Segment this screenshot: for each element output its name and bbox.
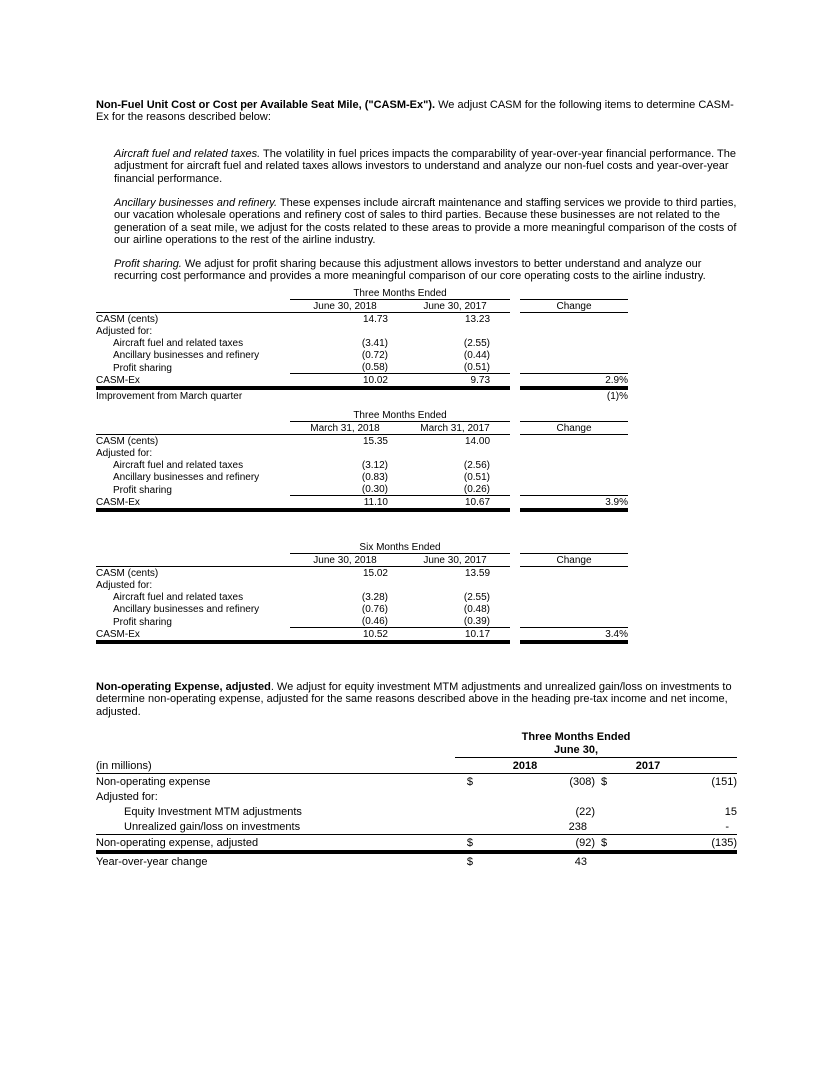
row-label: Ancillary businesses and refinery [113,350,260,361]
value-cell: (0.46) [290,615,400,628]
row-label: CASM-Ex [96,496,290,511]
casm-table-six-months [96,541,628,644]
period-line-1: Three Months Ended [521,731,631,743]
paragraph-body: The volatility in fuel prices impacts the comparability of year-over-year financial performance. The adjustment for aircraft fuel and related taxes allows investors to understand and analyze our non-fuel costs and year-over-year financial performance. [114,148,736,185]
value-cell: 11.10 [290,496,400,511]
paragraph-lead: Profit sharing. [114,258,182,270]
value-cell: (308) [569,776,595,788]
paragraph-profit-sharing [114,258,738,283]
value-cell: (0.76) [361,604,388,615]
table-row [96,789,737,804]
value-cell: (0.51) [400,361,510,374]
table-row [96,628,628,643]
row-label: Year-over-year change [96,856,208,868]
table-row [96,313,628,326]
value-cell: 10.02 [290,374,400,389]
table-row [96,325,628,337]
value-cell: (135) [613,835,737,853]
table-row [96,374,628,389]
value-cell: 14.73 [362,314,388,325]
period-header [455,731,737,758]
value-cell: (0.58) [290,361,400,374]
row-label: Aircraft fuel and related taxes [113,460,244,471]
row-label: CASM (cents) [96,568,159,579]
casm-heading-bold: Non-Fuel Unit Cost or Cost per Available Seat Mile, ("CASM-Ex"). [96,99,436,111]
value-cell: 15.02 [362,568,388,579]
value-cell: (0.26) [400,483,510,496]
row-label: Adjusted for: [96,448,153,459]
value-cell: 10.67 [400,496,510,511]
value-cell: 13.23 [464,314,491,325]
value-cell: 14.00 [464,436,491,447]
column-header-2018: June 30, 2018 [290,554,400,567]
nonop-heading-text: . We adjust for equity investment MTM adjustments and unrealized gain/loss on investments to determine non-operating expense, adjusted for the same reasons described above in the heading pre-tax income and net income, adjusted. [96,681,732,718]
value-cell: (2.55) [463,338,491,349]
column-header-2018: March 31, 2018 [290,422,400,435]
row-label: Ancillary businesses and refinery [113,472,260,483]
row-label: Adjusted for: [96,326,153,337]
currency-symbol: $ [455,835,473,853]
row-label: CASM-Ex [96,628,290,643]
table-row [96,567,628,580]
row-label: Unrealized gain/loss on investments [96,819,455,835]
row-label: Adjusted for: [96,791,158,803]
period-line-2: June 30, [554,744,599,756]
value-cell: 15.35 [362,436,388,447]
period-header: Three Months Ended [290,287,510,300]
casm-section-heading [96,99,738,124]
table-row [96,758,737,774]
value-cell: 238 [473,819,595,835]
value-cell: (0.72) [361,350,388,361]
row-label: CASM (cents) [96,436,159,447]
currency-symbol: $ [600,776,608,788]
table-row [96,591,628,603]
table-row [96,471,628,483]
column-header-change: Change [520,554,628,567]
column-header-2017: June 30, 2017 [400,554,510,567]
period-header: Three Months Ended [290,409,510,422]
column-header-2018: 2018 [455,758,595,774]
value-cell: - [613,819,737,835]
row-label: Profit sharing [113,616,172,628]
table-row [96,852,737,869]
table-row [96,615,628,628]
table-row [96,349,628,361]
currency-symbol: $ [595,835,613,853]
nonop-section-heading [96,681,738,718]
table-row [96,731,737,758]
table-row [96,496,628,511]
casm-table-q2 [96,287,628,402]
change-cell: 2.9% [520,374,628,389]
table-row [96,300,628,313]
column-header-2018: June 30, 2018 [290,300,400,313]
row-label: Equity Investment MTM adjustments [124,806,302,818]
table-row [96,447,628,459]
value-cell: (151) [711,776,738,788]
currency-symbol: $ [466,856,473,868]
value-cell: 9.73 [400,374,510,389]
row-label: Profit sharing [113,484,172,496]
value-cell: (0.83) [361,472,388,483]
row-label: CASM (cents) [96,314,159,325]
paragraph-body: These expenses include aircraft maintenance and staffing services we provide to third parties, our vacation wholesale operations and refinery cost of sales to third parties. Because these businesses are not related to the generation of a seat mile, we adjust for the costs related to these areas to provide a more meaningful comparison of the costs of our airline operations to the rest of the airline industry. [114,197,737,247]
value-cell: (22) [575,806,595,818]
table-row [96,422,628,435]
value-cell: (92) [473,835,595,853]
table-row [96,835,737,853]
paragraph-lead: Ancillary businesses and refinery. [114,197,278,209]
period-header: Six Months Ended [290,541,510,554]
value-cell: 13.59 [464,568,491,579]
value-cell: (0.51) [463,472,491,483]
table-row [96,459,628,471]
column-header-change: Change [520,300,628,313]
column-header-2017: June 30, 2017 [400,300,510,313]
table-row [96,435,628,448]
column-header-2017: 2017 [595,758,737,774]
table-row [96,804,737,819]
table-row [96,409,628,422]
value-cell: (0.30) [290,483,400,496]
table-row [96,287,628,300]
nonop-heading-bold: Non-operating Expense, adjusted [96,681,271,693]
row-label: Non-operating expense, adjusted [96,835,455,853]
paragraph-body: We adjust for profit sharing because this adjustment allows investors to better understand and analyze our recurring cost performance and provides a more meaningful comparison of our core operating costs to the airline industry. [114,258,706,283]
table-row [96,337,628,349]
row-label: Profit sharing [113,362,172,374]
value-cell: (3.28) [361,592,388,603]
column-header-2017: March 31, 2017 [400,422,510,435]
in-millions-label: (in millions) [96,758,455,774]
row-label: CASM-Ex [96,374,290,389]
value-cell: (0.44) [463,350,491,361]
paragraph-ancillary [114,197,738,247]
row-label: Aircraft fuel and related taxes [113,338,244,349]
casm-table-q1 [96,409,628,512]
table-row [96,603,628,615]
value-cell: 10.52 [290,628,400,643]
paragraph-lead: Aircraft fuel and related taxes. [114,148,261,160]
casm-heading-text: We adjust CASM for the following items to determine CASM-Ex for the reasons described below: [96,99,734,124]
table-row [96,388,628,402]
table-row [96,541,628,554]
table-row [96,579,628,591]
row-label: Non-operating expense [96,776,211,788]
paragraph-aircraft-fuel [114,148,738,185]
row-label: Aircraft fuel and related taxes [113,592,244,603]
row-label: Adjusted for: [96,580,153,591]
currency-symbol: $ [466,776,473,788]
value-cell: (3.41) [361,338,388,349]
table-row [96,774,737,790]
change-cell: 3.4% [520,628,628,643]
change-cell: (1)% [606,391,629,402]
value-cell: (2.56) [463,460,491,471]
row-label: Ancillary businesses and refinery [113,604,260,615]
table-row [96,819,737,835]
value-cell: (3.12) [361,460,388,471]
column-header-change: Change [520,422,628,435]
table-row [96,483,628,496]
value-cell: 43 [574,856,587,868]
value-cell: (2.55) [463,592,491,603]
value-cell: 10.17 [400,628,510,643]
table-row [96,554,628,567]
change-cell: 3.9% [520,496,628,511]
value-cell: 15 [724,806,738,818]
value-cell: (0.48) [463,604,491,615]
table-row [96,361,628,374]
value-cell: (0.39) [400,615,510,628]
row-label: Improvement from March quarter [96,391,243,402]
nonop-table [96,731,737,869]
